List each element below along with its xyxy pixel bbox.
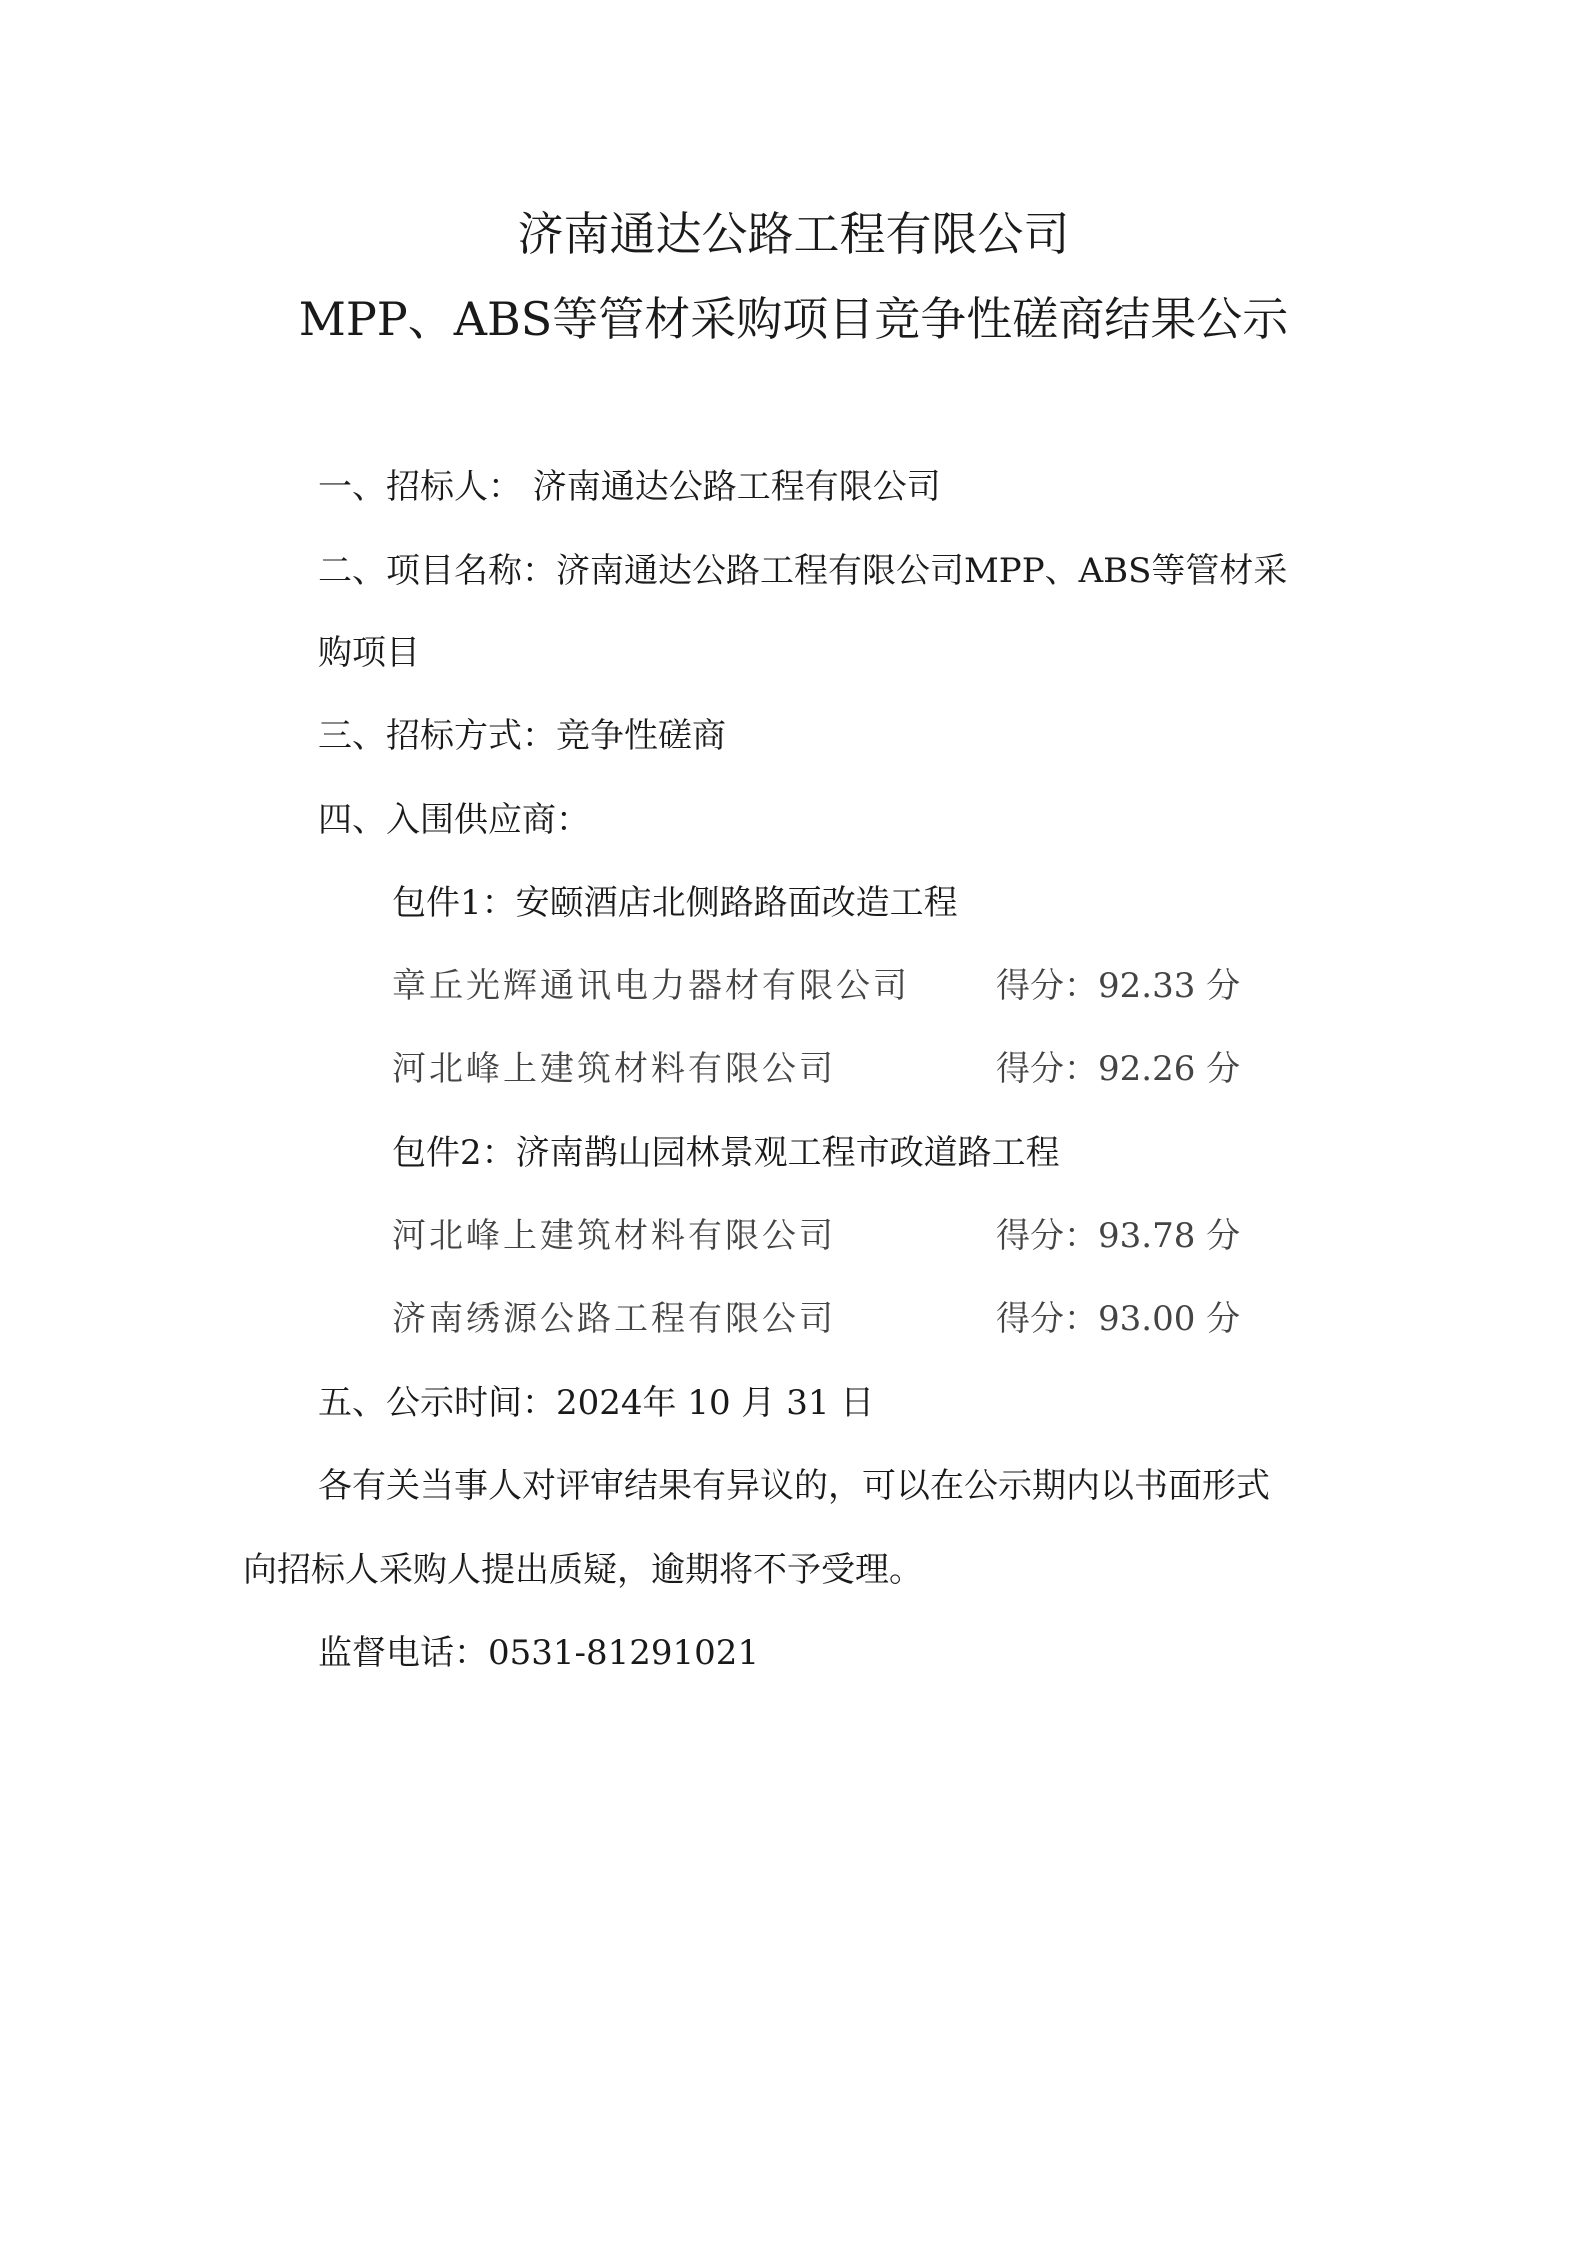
supplier-score: 得分：92.26 分 [996, 1049, 1241, 1089]
tenderer-line: 一、招标人： 济南通达公路工程有限公司 [318, 467, 941, 507]
supplier-company: 章丘光辉通讯电力器材有限公司 [392, 966, 910, 1006]
document-title-line-1: 济南通达公路工程有限公司 [517, 207, 1070, 261]
tender-method-line: 三、招标方式：竞争性磋商 [318, 716, 726, 756]
supplier-row [392, 963, 1292, 1009]
supplier-row [392, 1046, 1292, 1092]
notice-time-line: 五、公示时间：2024年 10 月 31 日 [318, 1383, 875, 1423]
supplier-score: 得分：93.78 分 [996, 1216, 1241, 1256]
supplier-score: 得分：92.33 分 [996, 966, 1241, 1006]
package-1-title: 包件1：安颐酒店北侧路路面改造工程 [392, 883, 958, 923]
document-title-line-2: MPP、ABS等管材采购项目竞争性磋商结果公示 [298, 292, 1289, 346]
project-name-line-2: 购项目 [318, 633, 420, 673]
supplier-company: 济南绣源公路工程有限公司 [392, 1299, 836, 1339]
suppliers-heading: 四、入围供应商： [318, 800, 590, 840]
supplier-score: 得分：93.00 分 [996, 1299, 1241, 1339]
supervision-hotline: 监督电话：0531-81291021 [318, 1633, 760, 1673]
objection-notice-line-2: 向招标人采购人提出质疑，逾期将不予受理。 [243, 1550, 923, 1590]
supplier-row [392, 1213, 1292, 1259]
package-2-title: 包件2：济南鹊山园林景观工程市政道路工程 [392, 1133, 1060, 1173]
supplier-row [392, 1296, 1292, 1342]
objection-notice-line-1: 各有关当事人对评审结果有异议的，可以在公示期内以书面形式 [318, 1466, 1270, 1506]
supplier-company: 河北峰上建筑材料有限公司 [392, 1216, 836, 1256]
project-name-line-1: 二、项目名称：济南通达公路工程有限公司MPP、ABS等管材采 [318, 551, 1288, 591]
supplier-company: 河北峰上建筑材料有限公司 [392, 1049, 836, 1089]
